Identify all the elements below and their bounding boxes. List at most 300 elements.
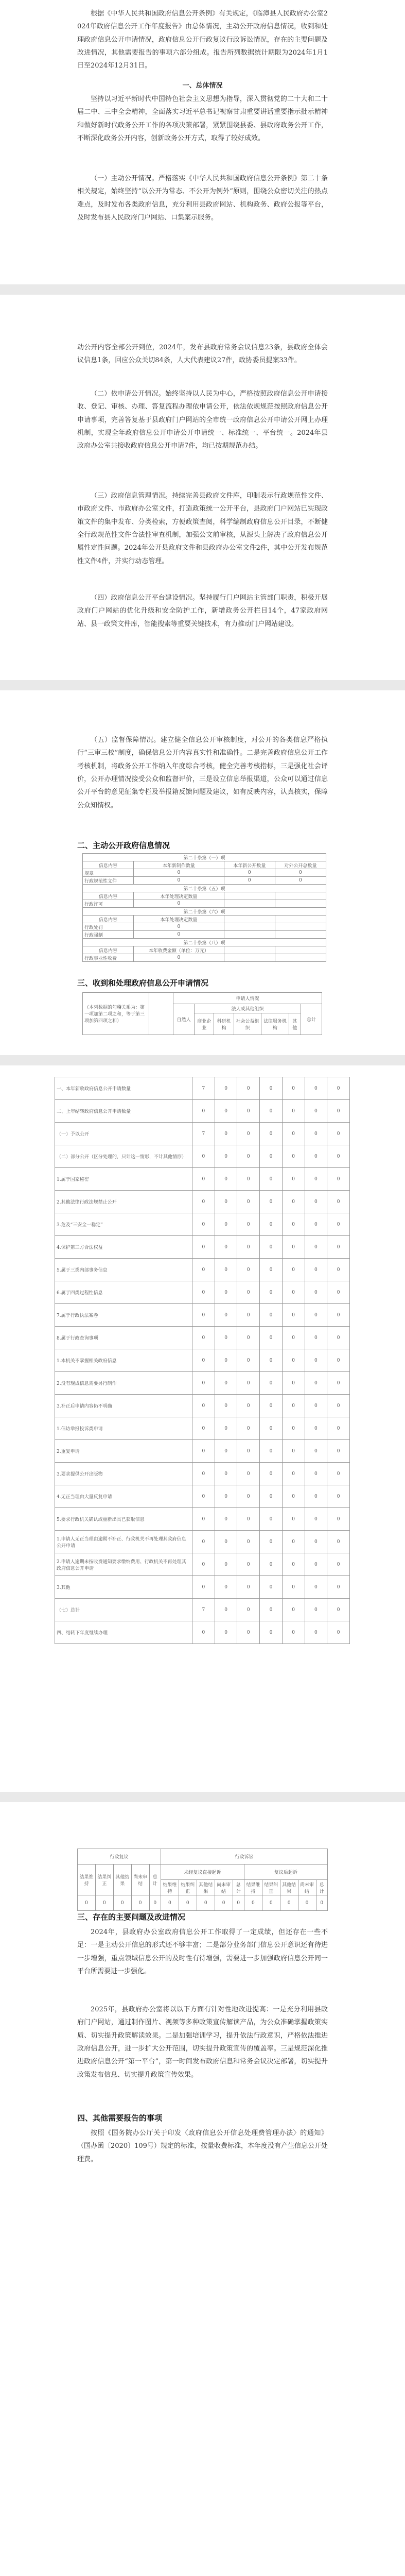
value-cell: 0 [327,1531,350,1553]
value-cell: 0 [215,1599,237,1621]
table-row [55,1508,350,1531]
value-cell: 0 [305,1417,327,1440]
section-1-title: 一、总体情况 [182,82,223,90]
value-cell: 0 [305,1077,327,1100]
col-total: 总计 [301,1004,322,1035]
section-2-title: 二、主动公开政府信息情况 [77,841,170,850]
value-cell: 0 [215,1531,237,1553]
value-cell: 0 [327,1576,350,1599]
value-cell: 0 [282,1145,305,1168]
value-cell: 0 [282,1531,305,1553]
value-cell: 0 [260,1463,283,1485]
block-title-cell: 第二十条第（六）项 [83,908,326,916]
value-cell: 0 [192,1100,215,1123]
value-cell: 0 [280,1895,298,1911]
value-cell: 0 [215,1259,237,1281]
table-row [55,1327,350,1349]
row-label: 3.危及“三安全一稳定” [55,1213,192,1236]
value-cell: 0 [215,1327,237,1349]
header-cell: 结果维持 [244,1880,262,1895]
value-cell: 0 [237,1077,260,1100]
row-label: 1.信访举报投诉类申请 [55,1417,192,1440]
value-cell: 0 [237,1168,260,1191]
value-cell: 0 [327,1621,350,1644]
value-cell: 0 [305,1123,327,1145]
value-cell: 0 [305,1372,327,1395]
row-label: 4.保护第三方合法权益 [55,1236,192,1259]
value-cell: 0 [316,1895,328,1911]
table-row [55,1576,350,1599]
value-cell: 0 [237,1531,260,1553]
value-cell: 0 [305,1531,327,1553]
value-cell: 0 [237,1236,260,1259]
value-cell: 0 [282,1417,305,1440]
value-cell: 0 [215,1508,237,1531]
header-cell [224,916,275,923]
header-cell: 信息内容 [83,861,134,869]
value-cell: 0 [131,1895,149,1911]
value-cell: 0 [95,1895,113,1911]
table-block-title [83,908,326,916]
table-cell: 0 [224,877,275,885]
value-cell: 0 [215,1395,237,1417]
value-cell: 0 [282,1395,305,1417]
page-separator [0,1055,405,1065]
value-cell: 0 [327,1463,350,1485]
value-cell: 0 [192,1168,215,1191]
value-cell: 0 [192,1372,215,1395]
header-cell: 尚未审结 [215,1880,233,1895]
value-cell: 0 [192,1531,215,1553]
value-cell: 0 [215,1463,237,1485]
value-cell: 0 [260,1123,283,1145]
value-cell: 0 [237,1304,260,1327]
subcol-header: 社会公益组织 [234,1013,261,1035]
value-cell: 0 [260,1145,283,1168]
subcol-header: 法律服务机构 [261,1013,289,1035]
value-cell: 0 [260,1191,283,1213]
table-row [55,1168,350,1191]
page-4 [0,1065,405,1792]
value-cell: 0 [305,1327,327,1349]
value-cell: 0 [327,1145,350,1168]
header-cell: 其他结果 [280,1880,298,1895]
table-header-row [83,946,326,954]
value-cell: 0 [260,1100,283,1123]
value-cell: 0 [282,1553,305,1576]
table-row [78,1895,328,1911]
value-cell: 0 [260,1485,283,1508]
table-row [55,1599,350,1621]
table-cell: 行政许可 [83,900,134,908]
table-cell [224,954,275,962]
value-cell: 0 [237,1576,260,1599]
value-cell: 0 [327,1100,350,1123]
table-cell: 0 [134,877,224,885]
value-cell: 0 [215,1213,237,1236]
value-cell: 0 [215,1236,237,1259]
value-cell: 7 [192,1077,215,1100]
header-cell: 对外公开总数量 [275,861,326,869]
row-label: 2.没有现成信息需要另行制作 [55,1372,192,1395]
header-cell: 尚未审结 [298,1880,316,1895]
value-cell: 0 [327,1395,350,1417]
value-cell: 0 [192,1485,215,1508]
value-cell: 0 [298,1895,316,1911]
table-cell: 0 [134,931,224,939]
row-label: 1.申请人无正当理由逾期不补正、行政机关不再处理其政府信息公开申请 [55,1531,192,1553]
subcol-header: 商业企业 [195,1013,214,1035]
header-cell: 结果纠正 [179,1880,197,1895]
value-cell: 0 [215,1281,237,1304]
value-cell: 0 [237,1281,260,1304]
application-header-table: （本列数据的勾稽关系为：第一项加第二项之和，等于第三项加第四项之和） 申请人情况 自然人 法人或其他组织 总计 商业企业 科研机构 社会公益组织 法律服务机构 其他 [82,992,322,1035]
row-label: 1.本机关不掌握相关政府信息 [55,1349,192,1372]
table-block-title [83,939,326,946]
header-cell: 结果纠正 [262,1880,280,1895]
page-1 [0,0,405,284]
subsection-info-management: （三）政府信息管理情况。持续完善县政府文件库，印制表示行政规范性文件、市政府文件、市政府办公室文件，打造政策统一公开平台，县政府门户网站已实现政策文件的集中发布、分类检索，方便政策查阅，科学编制政府信息公开目录，不断健全行政规范性文件合法性审查机制，加强公文前审核，从源头上解决了政府信息公开属性定性问题。2024年公开县政府文件和县政府办公室文件2件，其中公开发布规范性文件4件，并实行动态管理。 [77,492,328,565]
row-label: （二）部分公开（区分处理的，只计这一情形，不计其他情形） [55,1145,192,1168]
value-cell: 0 [215,1123,237,1145]
table-row [83,954,326,962]
value-cell: 0 [327,1485,350,1508]
value-cell: 0 [327,1213,350,1236]
row-label: 2.申请人逾期未按收费通知要求缴纳费用、行政机关不再处理其政府信息公开申请 [55,1553,192,1576]
problems-paragraph: 2024年，县政府办公室政府信息公开工作取得了一定成绩，但还存在一些不足：一是主动公开信息的形式还不够丰富；二是部分业务部门信息公开意识还有待进一步增强，重点领域信息公开的及时性有待增强，需要进一步加强政府信息公开同一平台所需要进一步强化。 [77,1928,328,1976]
value-cell: 0 [282,1236,305,1259]
value-cell: 0 [327,1077,350,1100]
table-cell: 0 [275,869,326,877]
value-cell: 0 [282,1100,305,1123]
value-cell: 0 [237,1395,260,1417]
row-label: 6.属于四类过程性信息 [55,1281,192,1304]
table-row [55,1077,350,1100]
table-cell: 0 [134,954,224,962]
row-label: 1.属于国家秘密 [55,1168,192,1191]
value-cell: 0 [305,1395,327,1417]
table-row [55,1417,350,1440]
table-row [55,1100,350,1123]
col-legal-person: 法人或其他组织 [195,1004,301,1013]
page-5 [0,1802,405,2576]
value-cell: 0 [282,1599,305,1621]
value-cell: 0 [215,1621,237,1644]
value-cell: 0 [192,1621,215,1644]
value-cell: 0 [305,1349,327,1372]
table-row [83,900,326,908]
table-cell: 0 [134,923,224,931]
value-cell: 0 [260,1599,283,1621]
value-cell: 0 [215,1895,233,1911]
header-cell: 本年新制作数量 [134,861,224,869]
value-cell: 0 [282,1077,305,1100]
value-cell: 0 [327,1304,350,1327]
value-cell: 0 [327,1599,350,1621]
value-cell: 0 [327,1553,350,1576]
table-row [55,1440,350,1463]
value-cell: 0 [282,1621,305,1644]
table-block-title [83,885,326,892]
value-cell: 0 [305,1508,327,1531]
value-cell: 0 [215,1576,237,1599]
value-cell: 0 [327,1236,350,1259]
table-row [55,1213,350,1236]
value-cell: 0 [161,1895,179,1911]
value-cell: 0 [282,1191,305,1213]
subsection-platform: （四）政府信息公开平台建设情况。坚持履行门户网站主管部门职责，积极开展政府门户网站的优化升级和安全防护工作，新增政务公开栏目14个，47家政府网站、县一政策文件库，智能搜索等重要关键技术，有力推动门户网站建设。 [77,594,328,628]
page-separator [0,680,405,690]
value-cell: 0 [282,1349,305,1372]
value-cell: 0 [282,1485,305,1508]
table-cell: 规章 [83,869,134,877]
header-cell: 行政诉讼 [161,1849,327,1865]
table-row [55,1553,350,1576]
value-cell: 0 [327,1508,350,1531]
improvement-paragraph: 2025年，县政府办公室将以以下方面有针对性地改进提高：一是充分利用县政府门户网站，通过制作图片、视频等多种政策宣传解读产品，为公众准确掌握政策实质、切实提升政策解读效果。二是加强培训学习，提升依法行政意识，严格依法推进政府信息公开，进一步扩大公开范围，切实提升政策宣传的覆盖率。三是规范深化推进政府信息公开“第一平台”，第一时间发布政府信息和常务会议决定部署，切实提升政策发布信息、切实提升政策宣传效果。 [77,2006,328,2079]
value-cell: 0 [192,1191,215,1213]
value-cell: 0 [305,1599,327,1621]
header-cell: 本年新公开数量 [224,861,275,869]
review-litigation-table [77,1849,328,1911]
header-cell: 本年处理决定数量 [134,916,224,923]
value-cell: 0 [260,1077,283,1100]
value-cell: 0 [260,1327,283,1349]
row-label: 3.其他 [55,1576,192,1599]
table-row [83,877,326,885]
value-cell: 0 [197,1895,215,1911]
value-cell: 7 [192,1599,215,1621]
table-header-row [78,1865,328,1880]
value-cell: 0 [215,1304,237,1327]
value-cell: 0 [215,1145,237,1168]
table-row [55,1259,350,1281]
value-cell: 0 [192,1304,215,1327]
table-row [55,1304,350,1327]
table-block-title [83,854,326,861]
value-cell: 0 [237,1463,260,1485]
table-row [55,1281,350,1304]
table-row [83,869,326,877]
value-cell: 0 [192,1508,215,1531]
value-cell: 0 [237,1123,260,1145]
header-cell: 本年收费金额（单位：万元） [134,946,224,954]
table-row [55,1145,350,1168]
value-cell: 0 [305,1281,327,1304]
value-cell: 0 [260,1304,283,1327]
value-cell: 0 [237,1191,260,1213]
value-cell: 0 [215,1077,237,1100]
row-label: 二、上年结转政府信息公开申请数量 [55,1100,192,1123]
value-cell: 0 [327,1259,350,1281]
value-cell: 0 [149,1895,161,1911]
table-cell [224,923,275,931]
value-cell: 0 [327,1191,350,1213]
value-cell: 0 [237,1372,260,1395]
row-label: 一、本年新收政府信息公开申请数量 [55,1077,192,1100]
value-cell: 0 [192,1213,215,1236]
value-cell: 0 [327,1168,350,1191]
table-cell [224,900,275,908]
value-cell: 0 [215,1349,237,1372]
value-cell: 0 [192,1395,215,1417]
value-cell: 0 [260,1168,283,1191]
value-cell: 0 [260,1621,283,1644]
row-label: 3.补正后申请内容仍不明确 [55,1395,192,1417]
page-2 [0,295,405,680]
header-cell: 其他结果 [197,1880,215,1895]
header-cell [275,946,326,954]
row-label: （一）予以公开 [55,1123,192,1145]
table-row [55,1123,350,1145]
table-cell [224,931,275,939]
subsection-proactive: （一）主动公开情况。严格落实《中华人民共和国政府信息公开条例》第二十条相关规定，始终坚持“以公开为常态、不公开为例外”原则，围绕公众密切关注的热点难点，及时发布各类政府信息，充分利用县政府网站、机构政务、政府公报等平台，及时发布县人民政府门户网站、口集案示服务。 [77,175,328,222]
header-cell: 信息内容 [83,946,134,954]
value-cell: 0 [260,1553,283,1576]
application-handling-table [55,1077,350,1644]
value-cell: 0 [215,1100,237,1123]
proactive-continued: 动公开内容全部公开到位，2024年，发布县政府常务会议信息23条，县政府全体会议信息1条，回应公众关切84条，人大代表建议27件，政协委员提案33件。 [77,344,328,365]
value-cell: 0 [215,1168,237,1191]
value-cell: 0 [215,1191,237,1213]
header-cell: 其他结果 [113,1865,131,1895]
value-cell: 0 [237,1349,260,1372]
block-title-cell: 第二十条第（五）项 [83,885,326,892]
value-cell: 0 [327,1123,350,1145]
value-cell: 0 [192,1463,215,1485]
table-cell: 0 [134,869,224,877]
value-cell: 0 [305,1168,327,1191]
section-1-body: 坚持以习近平新时代中国特色社会主义思想为指导，深入贯彻党的二十大和二十届二中、三中全会精神，全面落实习近平总书记视察甘肃重要讲话重要指示批示精神和做好新时代政务公开工作的各项决策部署，紧紧围绕县委、县政府政务公开工作，不断深化政务公开内容，创新政务公开方式，取得了较好成效。 [77,95,328,143]
table-row [55,1236,350,1259]
value-cell: 0 [327,1281,350,1304]
value-cell: 0 [192,1349,215,1372]
value-cell: 0 [305,1440,327,1463]
value-cell: 0 [237,1621,260,1644]
value-cell: 0 [260,1372,283,1395]
value-cell: 0 [237,1553,260,1576]
intro-paragraph: 根据《中华人民共和国政府信息公开条例》有关规定，《临漳县人民政府办公室2024年政府信息公开工作年度报告》由总体情况，主动公开政府信息情况，收到和处理政府信息公开申请情况，政府信息公开行政复议行政诉讼情况，存在的主要问题及改进情况，其他需要报告的事项六部分组成。报告所列数据统计期限为2024年1月1日至2024年12月31日。 [77,10,328,70]
value-cell: 0 [192,1576,215,1599]
header-cell: 总计 [316,1880,328,1895]
block-title-cell: 第二十条第（八）项 [83,939,326,946]
value-cell: 0 [305,1213,327,1236]
proactive-disclosure-table [82,853,326,962]
header-cell: 尚未审结 [131,1865,149,1895]
value-cell: 0 [282,1281,305,1304]
table-cell [275,931,326,939]
header-cell: 本年处理决定数量 [134,892,224,900]
row-label: 四、结转下年度继续办理 [55,1621,192,1644]
value-cell: 0 [260,1395,283,1417]
value-cell: 0 [237,1599,260,1621]
value-cell: 0 [244,1895,262,1911]
section-3-title: 三、收到和处理政府信息公开申请情况 [77,978,209,988]
value-cell: 0 [305,1553,327,1576]
header-cell [275,892,326,900]
section-4-title: 三、存在的主要问题及改进情况 [77,1912,186,1922]
value-cell: 0 [192,1553,215,1576]
subcol-header: 科研机构 [214,1013,234,1035]
value-cell: 0 [327,1372,350,1395]
block-title-cell: 第二十条第（一）项 [83,854,326,861]
value-cell: 0 [260,1440,283,1463]
value-cell: 0 [237,1485,260,1508]
value-cell: 0 [260,1508,283,1531]
page-separator [0,1792,405,1802]
table-cell [275,923,326,931]
table-header-row [78,1849,328,1865]
header-cell: 结果维持 [161,1880,179,1895]
value-cell: 0 [260,1531,283,1553]
value-cell: 0 [305,1463,327,1485]
value-cell: 0 [282,1440,305,1463]
row-label: 5.属于三类内部事务信息 [55,1259,192,1281]
table-row [83,923,326,931]
row-label: 3.要求提供公开出版物 [55,1463,192,1485]
value-cell: 0 [260,1259,283,1281]
header-cell: 结果纠正 [95,1865,113,1895]
table-row [55,1372,350,1395]
table-row [55,1395,350,1417]
value-cell: 0 [305,1304,327,1327]
value-cell: 0 [192,1327,215,1349]
row-label: 5.要求行政机关确认或重新出具已获取信息 [55,1508,192,1531]
value-cell: 0 [282,1576,305,1599]
value-cell: 0 [192,1417,215,1440]
value-cell: 0 [78,1895,96,1911]
table-cell: 0 [134,900,224,908]
row-label: 7.属于行政执法案卷 [55,1304,192,1327]
table-row [55,1485,350,1508]
subsection-supervision: （五）监督保障情况。建立健全信息公开审核制度，对公开的各类信息严格执行“三审三校”制度，确保信息公开内容真实性和准确性。二是完善政府信息公开工作考核机制，将政务公开工作纳入年度综合考核，健全完善考核指标，三是强化社会评价，公开办理情况接受公众和监督评价，三是设立信息举报渠道，公众可以通过信息公开平台的意见征集专栏及举报箱反馈问题及建议，如有反映内容，认真核实，保障公众知情权。 [77,736,328,809]
header-cell: 结果维持 [78,1865,96,1895]
table-row [55,1463,350,1485]
value-cell: 0 [282,1327,305,1349]
header-cell: 信息内容 [83,892,134,900]
table-corner-note: （本列数据的勾稽关系为：第一项加第二项之和，等于第三项加第四项之和） [83,993,149,1035]
value-cell: 0 [305,1236,327,1259]
table-row [83,931,326,939]
row-label: 4.无正当理由大量反复申请 [55,1485,192,1508]
value-cell: 0 [282,1372,305,1395]
table-row [55,1531,350,1553]
table-cell [275,900,326,908]
value-cell: 0 [282,1508,305,1531]
value-cell: 0 [282,1123,305,1145]
header-cell: 信息内容 [83,916,134,923]
table-cell: 行政处罚 [83,923,134,931]
value-cell: 0 [215,1553,237,1576]
header-cell [224,892,275,900]
table-row [55,1621,350,1644]
header-cell: 行政复议 [78,1849,161,1865]
value-cell: 0 [282,1213,305,1236]
value-cell: 0 [237,1327,260,1349]
row-label: 2.重复申请 [55,1440,192,1463]
value-cell: 0 [260,1576,283,1599]
value-cell: 0 [237,1508,260,1531]
table-row [55,1191,350,1213]
table-header-row [83,892,326,900]
value-cell: 0 [305,1259,327,1281]
row-label: 8.属于行政查询事项 [55,1327,192,1349]
header-cell: 总计 [233,1880,244,1895]
value-cell: 0 [327,1349,350,1372]
value-cell: 0 [305,1191,327,1213]
section-5-title: 四、其他需要报告的事项 [77,2113,163,2123]
table-cell: 行政强制 [83,931,134,939]
